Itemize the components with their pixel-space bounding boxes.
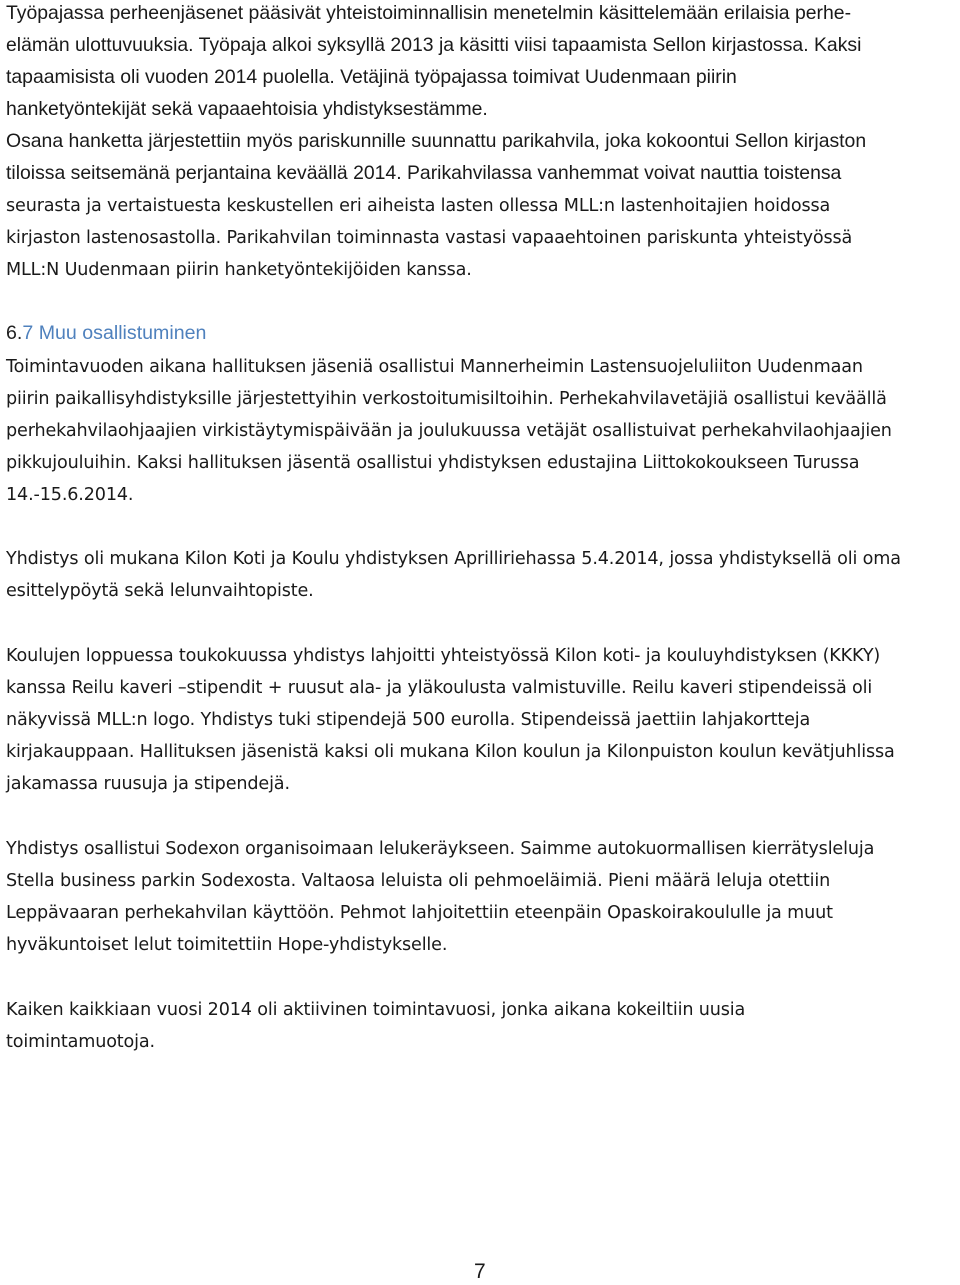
text-line: kanssa Reilu kaveri –stipendit + ruusut ala- ja yläkoulusta valmistuville. Reilu kaveri stipendeissä oli [6, 678, 873, 698]
page-number: 7 [474, 1260, 486, 1283]
section-number-prefix: 6. [6, 322, 23, 344]
text-line: kirjaston lastenosastolla. Parikahvilan toiminnasta vastasi vapaaehtoinen pariskunta yhteistyössä [6, 228, 853, 248]
text-line: hyväkuntoiset lelut toimitettiin Hope-yhdistykselle. [6, 935, 448, 955]
text-line: seurasta ja vertaistuesta keskustellen eri aiheista lasten ollessa MLL:n lastenhoitajien hoidossa [6, 196, 831, 216]
text-line: Stella business parkin Sodexosta. Valtaosa leluista oli pehmoeläimiä. Pieni määrä leluja otettiin [6, 871, 831, 891]
text-line: 14.-15.6.2014. [6, 485, 134, 505]
text-line: kirjakauppaan. Hallituksen jäsenistä kaksi oli mukana Kilon koulun ja Kilonpuiston koulun kevätjuhlissa [6, 742, 895, 762]
text-line: elämän ulottuvuuksia. Työpaja alkoi syksyllä 2013 ja käsitti viisi tapaamista Sellon kirjastossa. Kaksi [6, 34, 862, 56]
section-heading [6, 320, 206, 346]
text-line: piirin paikallisyhdistyksille järjestettyihin verkostoitumisiltoihin. Perhekahvilavetäjiä osallistui keväällä [6, 389, 887, 409]
text-line: Työpajassa perheenjäsenet pääsivät yhteistoiminnallisin menetelmin käsittelemään erilaisia perhe- [6, 2, 852, 24]
text-line: Yhdistys osallistui Sodexon organisoimaan lelukeräykseen. Saimme autokuormallisen kierrätysleluja [6, 839, 875, 859]
text-line: Osana hanketta järjestettiin myös pariskunnille suunnattu parikahvila, joka kokoontui Sellon kirjaston [6, 130, 867, 152]
text-line: pikkujouluihin. Kaksi hallituksen jäsentä osallistui yhdistyksen edustajina Liittokokoukseen Turussa [6, 453, 860, 473]
text-line: tapaamisista oli vuoden 2014 puolella. Vetäjinä työpajassa toimivat Uudenmaan piirin [6, 66, 737, 88]
text-line: perhekahvilaohjaajien virkistäytymispäivään ja joulukuussa vetäjät osallistuivat perhekahvilaohjaajien [6, 421, 892, 441]
text-line: Leppävaaran perhekahvilan käyttöön. Pehmot lahjoitettiin eteenpäin Opaskoirakoululle ja muut [6, 903, 833, 923]
text-line: Toimintavuoden aikana hallituksen jäseniä osallistui Mannerheimin Lastensuojeluliiton Uudenmaan [6, 357, 863, 377]
text-line: hanketyöntekijät sekä vapaaehtoisia yhdistyksestämme. [6, 98, 488, 120]
section-title: Muu osallistuminen [38, 322, 207, 344]
text-line: toimintamuotoja. [6, 1032, 155, 1052]
text-line: näkyvissä MLL:n logo. Yhdistys tuki stipendejä 500 eurolla. Stipendeissä jaettiin lahjakortteja [6, 710, 811, 730]
text-line: Kaiken kaikkiaan vuosi 2014 oli aktiivinen toimintavuosi, jonka aikana kokeiltiin uusia [6, 1000, 746, 1020]
text-line: Yhdistys oli mukana Kilon Koti ja Koulu yhdistyksen Aprilliriehassa 5.4.2014, jossa yhdistyksellä oli oma [6, 549, 901, 569]
text-line: MLL:N Uudenmaan piirin hanketyöntekijöiden kanssa. [6, 260, 472, 280]
text-line: esittelypöytä sekä lelunvaihtopiste. [6, 581, 314, 601]
text-line: tiloissa seitsemänä perjantaina keväällä 2014. Parikahvilassa vanhemmat voivat nauttia toistensa [6, 162, 842, 184]
text-line: jakamassa ruusuja ja stipendejä. [6, 774, 290, 794]
section-number-suffix: 7 [22, 322, 34, 344]
text-line: Koulujen loppuessa toukokuussa yhdistys lahjoitti yhteistyössä Kilon koti- ja kouluyhdistyksen (KKKY) [6, 646, 881, 666]
